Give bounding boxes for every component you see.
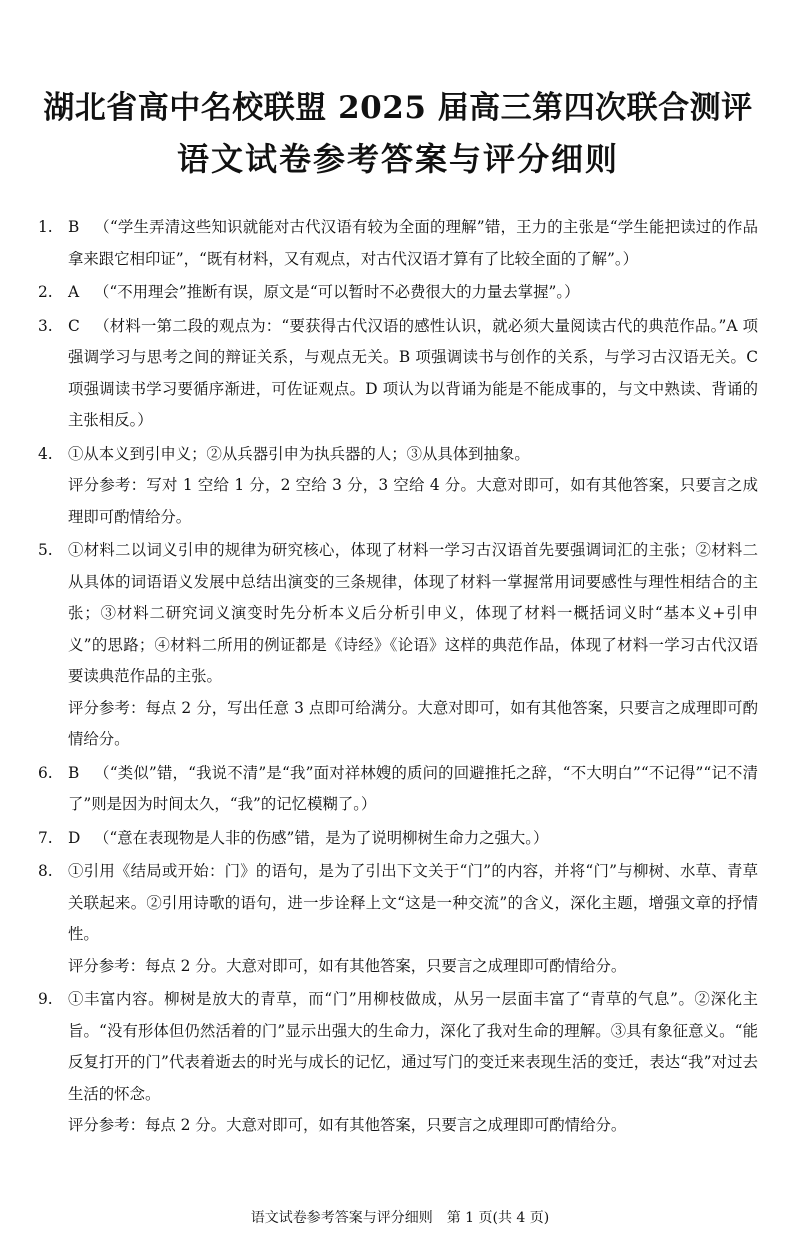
answer-item-3 <box>38 311 758 437</box>
page-subtitle: 语文试卷参考答案与评分细则 <box>176 140 619 178</box>
answer-item-1 <box>38 212 758 275</box>
answer-body <box>68 984 758 1142</box>
answer-text: （“类似”错，“我说不清”是“我”面对祥林嫂的质问的回避推托之辞，“不大明白”“不记得”“记不清了”则是因为时间太久，“我”的记忆模糊了。） <box>68 763 758 813</box>
answer-choice: D <box>68 828 81 847</box>
answer-body <box>68 439 758 534</box>
answer-number: 9. <box>38 990 53 1008</box>
answer-item-6 <box>38 758 758 821</box>
answer-choice: A <box>68 283 80 301</box>
answer-number: 7. <box>38 828 53 847</box>
answer-item-4 <box>38 439 758 534</box>
answer-number: 5. <box>38 541 53 559</box>
answer-item-5 <box>38 535 758 756</box>
scoring-note: 评分参考：每点 2 分。大意对即可，如有其他答案，只要言之成理即可酌情给分。 <box>68 956 627 975</box>
answer-number: 2. <box>38 283 53 301</box>
answer-list <box>38 212 758 1142</box>
answer-item-7 <box>38 823 758 855</box>
answer-text: （“学生弄清这些知识就能对古代汉语有较为全面的理解”错，王力的主张是“学生能把读过的作品拿来跟它相印证”，“既有材料，又有观点，对古代汉语才算有了比较全面的了解”。） <box>68 218 758 268</box>
answer-item-9 <box>38 984 758 1142</box>
page-footer: 语文试卷参考答案与评分细则 第 1 页(共 4 页) <box>250 1210 550 1226</box>
answer-body <box>68 212 758 275</box>
answer-choice: C <box>68 316 80 335</box>
answer-item-8 <box>38 856 758 982</box>
answer-body <box>68 856 758 982</box>
answer-text: （“不用理会”推断有误，原文是“可以暂时不必费很大的力量去掌握”。） <box>94 283 580 301</box>
answer-body <box>68 311 758 437</box>
scoring-note: 评分参考：每点 2 分。大意对即可，如有其他答案，只要言之成理即可酌情给分。 <box>68 1116 627 1134</box>
answer-number: 4. <box>38 444 53 463</box>
answer-body <box>68 277 758 309</box>
answer-number: 1. <box>38 218 53 236</box>
answer-body <box>68 823 758 855</box>
scoring-note: 评分参考：每点 2 分，写出任意 3 点即可给满分。大意对即可，如有其他答案，只要言之成理即可酌情给分。 <box>68 698 758 748</box>
answer-text: ①丰富内容。柳树是放大的青草，而“门”用柳枝做成，从另一层面丰富了“青草的气息”。②深化主旨。“没有形体但仍然活着的门”显示出强大的生命力，深化了我对生命的理解。③具有象征意义。“能反复打开的门”代表着逝去的时光与成长的记忆，通过写门的变迁来表现生活的变迁，表达“我”对过去生活的怀念。 <box>68 990 758 1103</box>
answer-body <box>68 758 758 821</box>
answer-text: （材料一第二段的观点为：“要获得古代汉语的感性认识，就必须大量阅读古代的典范作品。”A 项强调学习与思考之间的辩证关系，与观点无关。B 项强调读书与创作的关系，与学习古汉语无关。C 项强调读书学习要循序渐进，可佐证观点。D 项认为以背诵为能是不能成事的，与文中熟读、背诵的主张相反。） <box>68 316 758 429</box>
answer-choice: B <box>68 218 80 236</box>
answer-text: ①引用《结局或开始：门》的语句，是为了引出下文关于“门”的内容，并将“门”与柳树、水草、青草关联起来。②引用诗歌的语句，进一步诠释上文“这是一种交流”的含义，深化主题，增强文章的抒情性。 <box>68 862 758 943</box>
scoring-note: 评分参考：写对 1 空给 1 分，2 空给 3 分，3 空给 4 分。大意对即可，如有其他答案，只要言之成理即可酌情给分。 <box>68 476 758 526</box>
page-title: 湖北省高中名校联盟 2025 届高三第四次联合测评 <box>43 90 753 126</box>
answer-number: 8. <box>38 862 53 880</box>
answer-number: 6. <box>38 763 53 782</box>
answer-choice: B <box>68 763 80 782</box>
answer-body <box>68 535 758 756</box>
answer-number: 3. <box>38 316 53 335</box>
answer-item-2 <box>38 277 758 309</box>
answer-text: ①从本义到引申义；②从兵器引申为执兵器的人；③从具体到抽象。 <box>68 444 530 463</box>
answer-text: ①材料二以词义引申的规律为研究核心，体现了材料一学习古汉语首先要强调词汇的主张；②材料二从具体的词语语义发展中总结出演变的三条规律，体现了材料一掌握常用词要感性与理性相结合的主张；③材料二研究词义演变时先分析本义后分析引申义，体现了材料一概括词义时“基本义+引申义”的思路；④材料二所用的例证都是《诗经》《论语》这样的典范作品，体现了材料一学习古代汉语要读典范作品的主张。 <box>68 541 758 685</box>
answer-text: （“意在表现物是人非的伤感”错，是为了说明柳树生命力之强大。） <box>94 828 549 847</box>
